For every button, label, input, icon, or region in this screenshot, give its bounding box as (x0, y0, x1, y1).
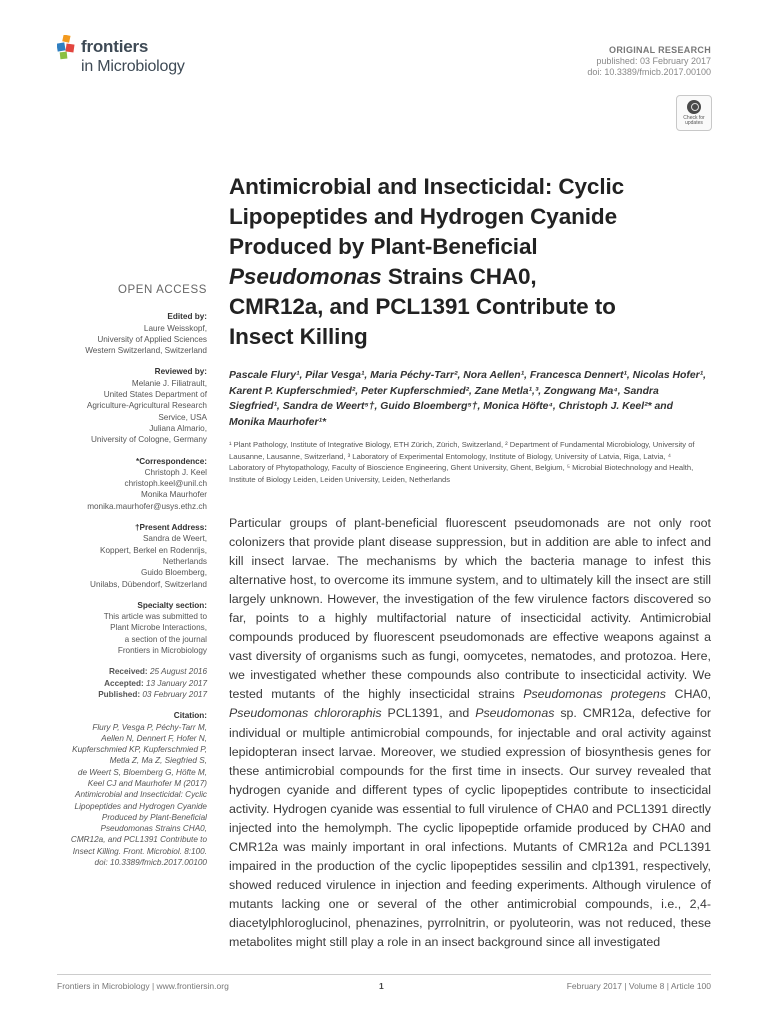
date-value: 03 February 2017 (142, 689, 207, 699)
received-date (60, 666, 207, 677)
sidebar-line: United States Department of (103, 390, 207, 400)
page-footer (57, 974, 711, 991)
citation-line: CMR12a, and PCL1391 Contribute to (70, 835, 207, 845)
citation-line: Aellen N, Dennert F, Hofer N, (101, 733, 207, 743)
dates-section (60, 666, 207, 700)
edited-by-section (60, 311, 207, 356)
published-date: published: 03 February 2017 (596, 56, 711, 66)
title-line (229, 262, 709, 292)
sidebar-line: Plant Microbe Interactions, (110, 623, 207, 633)
present-address-heading: †Present Address: (134, 523, 207, 533)
sidebar-line: Unilabs, Dübendorf, Switzerland (90, 579, 207, 589)
citation-line: Antimicrobial and Insecticidal: Cyclic (75, 790, 207, 800)
specialty-section (60, 600, 207, 656)
frontiers-logo-icon (57, 35, 79, 61)
sidebar-line: Juliana Almario, (149, 423, 207, 433)
date-label: Received: (108, 667, 148, 677)
sidebar-line: Laure Weisskopf, (143, 323, 207, 333)
citation-heading: Citation: (173, 711, 207, 721)
species-name: Pseudomonas chlororaphis (229, 706, 382, 721)
citation-doi-link[interactable]: doi: 10.3389/fmicb.2017.00100 (94, 858, 207, 868)
page-number: 1 (379, 981, 384, 991)
abstract-text: CHA0, (666, 687, 711, 702)
reviewed-by-section (60, 366, 207, 445)
species-name: Pseudomonas protegens (523, 687, 667, 702)
article-meta (587, 45, 711, 78)
sidebar-line: Agriculture-Agricultural Research (86, 401, 207, 411)
reviewed-by-heading: Reviewed by: (154, 367, 207, 377)
email-link[interactable]: christoph.keel@unil.ch (124, 479, 207, 489)
present-address-section (60, 522, 207, 590)
date-label: Accepted: (104, 678, 144, 688)
correspondence-heading: *Correspondence: (136, 456, 207, 466)
title-line-rest: Strains CHA0, (381, 264, 537, 289)
article-sidebar (60, 285, 207, 878)
footer-journal-link[interactable]: Frontiers in Microbiology | www.frontiersin.org (57, 981, 229, 991)
sidebar-line: Western Switzerland, Switzerland (85, 346, 207, 356)
open-access-label: OPEN ACCESS (117, 284, 207, 296)
sidebar-line: Monika Maurhofer (141, 490, 207, 500)
published-date-sidebar (60, 689, 207, 700)
author-list: Pascale Flury¹, Pilar Vesga¹, Maria Péchy-Tarr², Nora Aellen¹, Francesca Dennert¹, Nicolas Hofer¹, Karent P. Kupferschmied², Peter Kupferschmied², Zane Metla¹,³, Zongwang Ma⁴, Sandra Siegfried¹, Sandra de Weert⁵†, Guido Bloemberg⁵†, Monica Höfte⁴, Christoph J. Keel²* and Monika Maurhofer¹* (229, 370, 706, 428)
citation-line: Flury P, Vesga P, Péchy-Tarr M, (92, 722, 207, 732)
sidebar-line: University of Applied Sciences (97, 334, 207, 344)
title-line: Insect Killing (229, 324, 368, 349)
email-link[interactable]: monika.maurhofer@usys.ethz.ch (87, 501, 207, 511)
date-label: Published: (98, 689, 141, 699)
citation-line: Insect Killing. Front. Microbiol. 8:100. (72, 846, 207, 856)
sidebar-line: Netherlands (162, 556, 207, 566)
title-species: Pseudomonas (229, 264, 382, 289)
article-doi[interactable]: doi: 10.3389/fmicb.2017.00100 (587, 67, 711, 77)
logo-text-journal: in Microbiology (81, 58, 185, 75)
check-for-updates-badge[interactable] (676, 95, 712, 131)
sidebar-line: Koppert, Berkel en Rodenrijs, (100, 545, 207, 555)
citation-line: de Weert S, Bloemberg G, Höfte M, (77, 767, 207, 777)
article-title (229, 172, 709, 352)
citation-line: Pseudomonas Strains CHA0, (100, 824, 207, 834)
species-name: Pseudomonas (475, 706, 555, 721)
date-value: 13 January 2017 (146, 678, 207, 688)
journal-logo (57, 33, 217, 83)
sidebar-line: a section of the journal (124, 634, 207, 644)
citation-line: Produced by Plant-Beneficial (101, 812, 207, 822)
sidebar-line: Sandra de Weert, (142, 534, 207, 544)
correspondence-section (60, 456, 207, 512)
affiliations: ¹ Plant Pathology, Institute of Integrative Biology, ETH Zürich, Zürich, Switzerland, ² Department of Fundamental Microbiology, University of Lausanne, Lausanne, Switzerland, ³ Laboratory of Experimental Entomology, Institute of Biology, University of Latvia, Riga, Latvia, ⁴ Laboratory of Phytopathology, Faculty of Bioscience Engineering, Ghent University, Ghent, Belgium, ⁵ Microbial Biotechnology and Health, Institute of Biology Leiden, Leiden University, Leiden, Netherlands (229, 440, 695, 484)
sidebar-line: Christoph J. Keel (144, 467, 207, 477)
footer-issue-info: February 2017 | Volume 8 | Article 100 (566, 981, 711, 991)
edited-by-heading: Edited by: (167, 312, 207, 322)
sidebar-line: University of Cologne, Germany (90, 435, 207, 445)
abstract-text: sp. CMR12a, defective for individual or multiple antimicrobial compounds, for injectable and oral activity against lepidopteran insect larvae. Moreover, we studied expression of biosynthesis genes for these antimicrobial compounds for the first time in insects. Our survey revealed that hydrogen cyanide and different types of cyclic lipopeptides contribute to insecticidal activity. Hydrogen cyanide was essential to full virulence of CHA0 and PCL1391 directly injected into the hemolymph. The cyclic lipopeptide orfamide produced by CHA0 and CMR12a was mainly important in oral infections. Mutants of CMR12a and PCL1391 impaired in the production of the cyclic lipopeptides sessilin and clp1391, respectively, showed reduced virulence in injection and feeding experiments. Although virulence of mutants lacking one or several of the other antimicrobial compounds, i.e., 2,4-diacetylphloroglucinol, phenazines, pyrrolnitrin, or pyoluteorin, was not reduced, these metabolites might still play a role in an insect background since all investigated (229, 706, 711, 950)
abstract (229, 514, 711, 952)
check-updates-label: Check for updates (683, 115, 705, 126)
check-updates-icon (687, 100, 701, 114)
logo-text-frontiers: frontiers (81, 37, 149, 56)
sidebar-line: Melanie J. Filiatrault, (131, 378, 207, 388)
abstract-text: Particular groups of plant-beneficial fluorescent pseudomonads are not only root colonizers that provide plant disease suppression, but in addition are able to infect and kill insect larvae. The mechanisms by which the bacteria manage to infest this alternative host, to overcome its immune system, and to ultimately kill the insect are still largely unknown. However, the investigation of the few virulence factors discovered so far, points to a highly multifactorial nature of insecticidal activity. Antimicrobial compounds produced by fluorescent pseudomonads are effective weapons against a vast diversity of organisms such as fungi, oomycetes, nematodes, and protozoa. Here, we investigated whether these compounds also contribute to insecticidal activity. We tested mutants of the highly insecticidal strains (229, 516, 711, 702)
specialty-heading: Specialty section: (137, 600, 207, 610)
citation-line: Keel CJ and Maurhofer M (2017) (87, 778, 207, 788)
abstract-text: PCL1391, and (381, 706, 476, 721)
date-value: 25 August 2016 (149, 667, 207, 677)
citation-line: Metla Z, Ma Z, Siegfried S, (109, 756, 207, 766)
title-line: Produced by Plant-Beneficial (229, 234, 538, 259)
sidebar-line: Guido Bloemberg, (141, 568, 207, 578)
sidebar-line: Frontiers in Microbiology (117, 646, 207, 656)
citation-line: Lipopeptides and Hydrogen Cyanide (74, 801, 207, 811)
sidebar-line: Service, USA (158, 412, 207, 422)
title-line: Lipopeptides and Hydrogen Cyanide (229, 204, 617, 229)
article-type: ORIGINAL RESEARCH (609, 45, 711, 55)
citation-line: Kupferschmied KP, Kupferschmied P, (72, 745, 207, 755)
title-line: CMR12a, and PCL1391 Contribute to (229, 294, 616, 319)
accepted-date (60, 678, 207, 689)
title-line: Antimicrobial and Insecticidal: Cyclic (229, 174, 625, 199)
citation-section (60, 710, 207, 868)
sidebar-line: This article was submitted to (103, 612, 207, 622)
